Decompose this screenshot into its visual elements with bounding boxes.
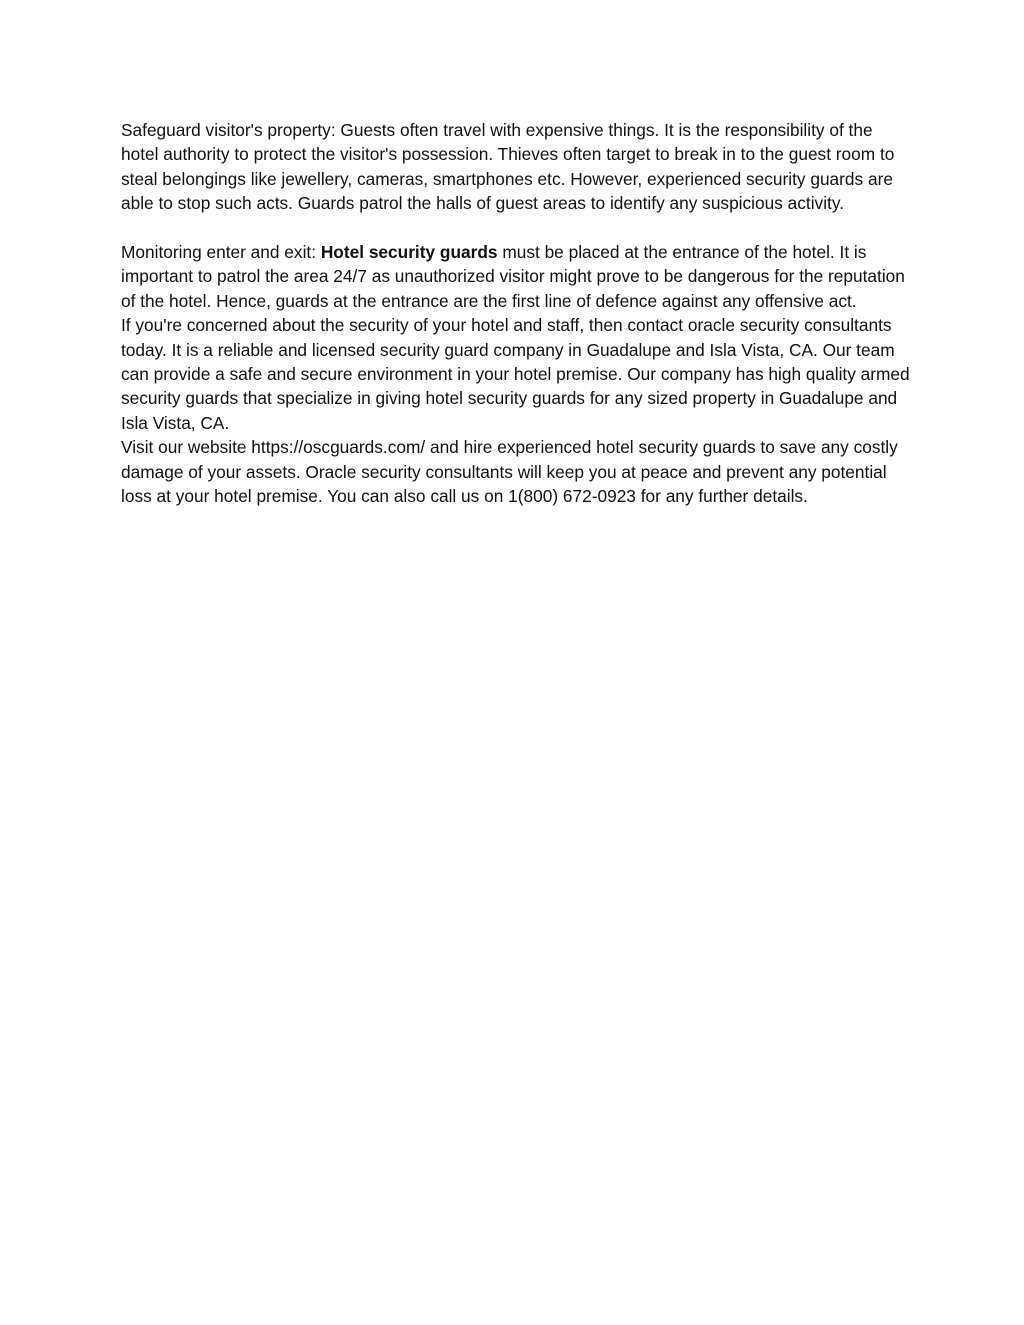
paragraph-visit-website: Visit our website https://oscguards.com/ and hire experienced hotel security guards to save any costly damage of your assets. Oracle security consultants will keep you at peace and prevent any potential loss at your hotel premise. You can also call us on 1(800) 672-0923 for any further details.	[121, 437, 898, 507]
paragraph-monitoring-rest: must be placed at the entrance of the hotel. It is important to patrol the area 24/7 as unauthorized visitor might prove to be dangerous for the reputation of the hotel. Hence, guards at the entrance are the first line of defence against any offensive act.	[121, 242, 905, 311]
hotel-security-guards-bold-text: Hotel security guards	[320, 242, 498, 263]
paragraph-safeguard-property: Safeguard visitor's property: Guests often travel with expensive things. It is the responsibility of the hotel authority to protect the visitor's possession. Thieves often target to break in to the guest room to steal belongings like jewellery, cameras, smartphones etc. However, experienced security guards are able to stop such acts. Guards patrol the halls of guest areas to identify any suspicious activity.	[121, 120, 895, 214]
document-body	[121, 118, 911, 508]
paragraph-monitoring-entry-exit	[121, 240, 911, 313]
paragraph-monitoring-lead: Monitoring enter and exit:	[121, 242, 321, 263]
paragraph-contact-consultants: If you're concerned about the security of your hotel and staff, then contact oracle security consultants today. It is a reliable and licensed security guard company in Guadalupe and Isla Vista, CA. Our team can provide a safe and secure environment in your hotel premise. Our company has high quality armed security guards that specialize in giving hotel security guards for any sized property in Guadalupe and Isla Vista, CA.	[121, 315, 910, 433]
